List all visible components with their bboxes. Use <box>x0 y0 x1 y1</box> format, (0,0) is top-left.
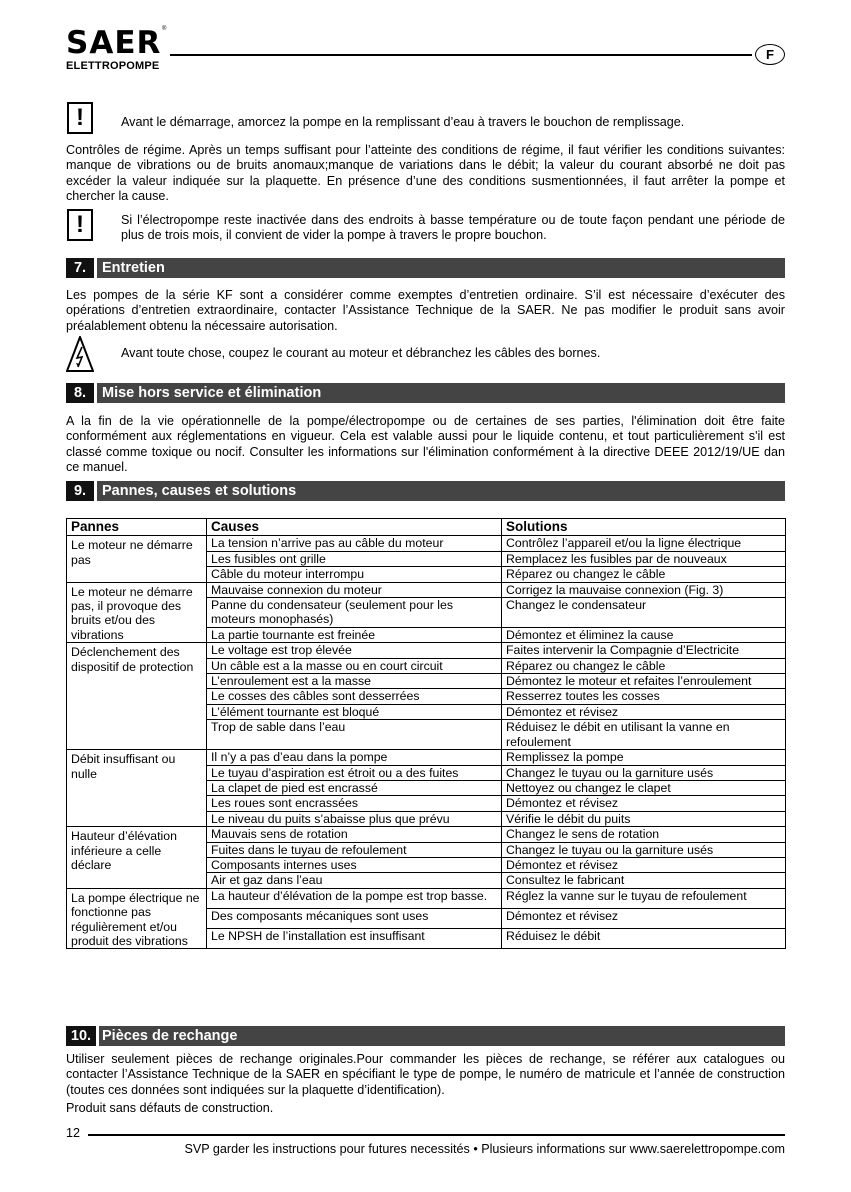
solution-cell: Contrôlez l’appareil et/ou la ligne électrique <box>502 536 786 551</box>
column-header: Pannes <box>67 519 207 536</box>
solution-cell: Vérifie le débit du puits <box>502 811 786 826</box>
rechange-note: Produit sans défauts de construction. <box>66 1101 274 1115</box>
brand-logo <box>66 25 167 72</box>
danger-text: Avant toute chose, coupez le courant au moteur et débranchez les câbles des bornes. <box>121 346 601 360</box>
solution-cell: Resserrez toutes les cosses <box>502 689 786 704</box>
cause-cell: Le cosses des câbles sont desserrées <box>207 689 502 704</box>
electric-hazard-icon <box>66 336 94 372</box>
panne-cell: Débit insuffisant ou nulle <box>67 750 207 827</box>
cause-cell: Trop de sable dans l’eau <box>207 720 502 750</box>
solution-cell: Changez le tuyau ou la garniture usés <box>502 765 786 780</box>
solution-cell: Démontez et révisez <box>502 908 786 928</box>
solution-cell: Consultez le fabricant <box>502 873 786 888</box>
column-header: Solutions <box>502 519 786 536</box>
solution-cell: Démontez et révisez <box>502 857 786 872</box>
cause-cell: La tension n’arrive pas au câble du moteur <box>207 536 502 551</box>
solution-cell: Démontez le moteur et refaites l’enroulement <box>502 674 786 689</box>
cause-cell: Le NPSH de l’installation est insuffisant <box>207 929 502 949</box>
cause-cell: Les fusibles ont grille <box>207 551 502 566</box>
table-row <box>67 827 786 842</box>
solution-cell: Réduisez le débit <box>502 929 786 949</box>
solution-cell: Nettoyez ou changez le clapet <box>502 780 786 795</box>
solution-cell: Réglez la vanne sur le tuyau de refoulement <box>502 888 786 908</box>
table-header-row <box>67 519 786 536</box>
page-number: 12 <box>66 1126 81 1140</box>
warning-drain-text: Si l’électropompe reste inactivée dans des endroits à basse température ou de toute façon pendant une période de plus de trois mois, il convient de vider la pompe à travers le propre bouchon. <box>121 213 785 243</box>
solution-cell: Changez le sens de rotation <box>502 827 786 842</box>
cause-cell: Il n’y a pas d’eau dans la pompe <box>207 750 502 765</box>
troubleshooting-table <box>66 518 786 949</box>
solution-cell: Démontez et révisez <box>502 704 786 719</box>
solution-cell: Corrigez la mauvaise connexion (Fig. 3) <box>502 582 786 597</box>
registered-mark: ® <box>162 26 167 32</box>
section-header-entretien <box>66 258 785 278</box>
cause-cell: L’élément tournante est bloqué <box>207 704 502 719</box>
section-title: Pannes, causes et solutions <box>102 483 297 499</box>
section-header-rechange <box>66 1026 785 1046</box>
solution-cell: Remplacez les fusibles par de nouveaux <box>502 551 786 566</box>
cause-cell: Le voltage est trop élevée <box>207 643 502 658</box>
language-badge: F <box>755 44 785 65</box>
cause-cell: L’enroulement est a la masse <box>207 674 502 689</box>
elimination-paragraph: A la fin de la vie opérationnelle de la pompe/électropompe ou de certaines de ses parties, l'élimination doit être faite conformément aux réglementations en vigueur. Cela est valable aussi pour le liquide contenu, et tout particulièrement s'il est classé comme toxique ou nocif. Consulter les informations sur l'élimination conformément à la directive DEEE 2012/19/UE dan ce manuel. <box>66 414 785 475</box>
cause-cell: Air et gaz dans l’eau <box>207 873 502 888</box>
section-header-pannes <box>66 481 785 501</box>
footer-rule <box>88 1134 785 1136</box>
section-header-elimination <box>66 383 785 403</box>
solution-cell: Changez le tuyau ou la garniture usés <box>502 842 786 857</box>
warning-icon: ! <box>67 209 93 241</box>
solution-cell: Remplissez la pompe <box>502 750 786 765</box>
table-row <box>67 536 786 551</box>
panne-cell: La pompe électrique ne fonctionne pas régulièrement et/ou produit des vibrations <box>67 888 207 949</box>
cause-cell: La partie tournante est freinée <box>207 627 502 642</box>
solution-cell: Changez le condensateur <box>502 598 786 628</box>
table-row <box>67 643 786 658</box>
panne-cell: Le moteur ne démarre pas, il provoque des bruits et/ou des vibrations <box>67 582 207 643</box>
solution-cell: Faites intervenir la Compagnie d’Electricite <box>502 643 786 658</box>
cause-cell: La hauteur d’élévation de la pompe est trop basse. <box>207 888 502 908</box>
section-title: Pièces de rechange <box>102 1028 238 1044</box>
section-number: 7. <box>66 258 97 278</box>
table-row <box>67 582 786 597</box>
section-number: 9. <box>66 481 97 501</box>
cause-cell: Mauvais sens de rotation <box>207 827 502 842</box>
panne-cell: Le moteur ne démarre pas <box>67 536 207 582</box>
cause-cell: Les roues sont encrassées <box>207 796 502 811</box>
section-title: Mise hors service et élimination <box>102 385 322 401</box>
solution-cell: Démontez et éliminez la cause <box>502 627 786 642</box>
panne-cell: Déclenchement des dispositif de protection <box>67 643 207 750</box>
cause-cell: Panne du condensateur (seulement pour les moteurs monophasés) <box>207 598 502 628</box>
solution-cell: Réparez ou changez le câble <box>502 658 786 673</box>
panne-cell: Hauteur d’élévation inférieure a celle déclare <box>67 827 207 889</box>
brand-name: SAER <box>66 25 162 61</box>
table-row <box>67 888 786 908</box>
section-title: Entretien <box>102 260 165 276</box>
cause-cell: Le tuyau d’aspiration est étroit ou a des fuites <box>207 765 502 780</box>
warning-prime-text: Avant le démarrage, amorcez la pompe en la remplissant d’eau à travers le bouchon de remplissage. <box>121 115 685 129</box>
footer-note: SVP garder les instructions pour futures necessités • Plusieurs informations sur www.saerelettropompe.com <box>184 1142 785 1156</box>
regime-paragraph: Contrôles de régime. Après un temps suffisant pour l’atteinte des conditions de régime, il faut vérifier les conditions suivantes: manque de vibrations ou de bruits anomaux;manque de variations dans le débit; la valeur du courant absorbé ne doit pas excéder la valeur indiquée sur la plaquette. En présence d’une des conditions susmentionnées, il faut arrêter la pompe et chercher la cause. <box>66 143 785 204</box>
table-row <box>67 750 786 765</box>
cause-cell: Le niveau du puits s’abaisse plus que prévu <box>207 811 502 826</box>
entretien-paragraph: Les pompes de la série KF sont a considérer comme exemptes d’entretien ordinaire. S’il est nécessaire d’exécuter des opérations d’entretien extraordinaire, contacter l’Assistance Technique de la SAER. Ne pas modifier le produit sans avoir préalablement obtenu la nécessaire autorisation. <box>66 288 785 333</box>
cause-cell: Un câble est a la masse ou en court circuit <box>207 658 502 673</box>
section-number: 8. <box>66 383 97 403</box>
section-number: 10. <box>66 1026 99 1046</box>
solution-cell: Réduisez le débit en utilisant la vanne en refoulement <box>502 720 786 750</box>
cause-cell: La clapet de pied est encrassé <box>207 780 502 795</box>
cause-cell: Composants internes uses <box>207 857 502 872</box>
cause-cell: Des composants mécaniques sont uses <box>207 908 502 928</box>
solution-cell: Démontez et révisez <box>502 796 786 811</box>
solution-cell: Réparez ou changez le câble <box>502 567 786 582</box>
rechange-paragraph: Utiliser seulement pièces de rechange originales.Pour commander les pièces de rechange, se référer aux catalogues ou contacter l’Assistance Technique de la SAER en spécifiant le type de pompe, le numéro de matricule et l’année de construction (toutes ces données sont indiquées sur la plaquette d’identification). <box>66 1052 785 1097</box>
cause-cell: Mauvaise connexion du moteur <box>207 582 502 597</box>
cause-cell: Fuites dans le tuyau de refoulement <box>207 842 502 857</box>
column-header: Causes <box>207 519 502 536</box>
warning-icon: ! <box>67 102 93 134</box>
brand-subtitle: ELETTROPOMPE <box>66 60 160 72</box>
cause-cell: Câble du moteur interrompu <box>207 567 502 582</box>
header-rule <box>170 54 752 56</box>
